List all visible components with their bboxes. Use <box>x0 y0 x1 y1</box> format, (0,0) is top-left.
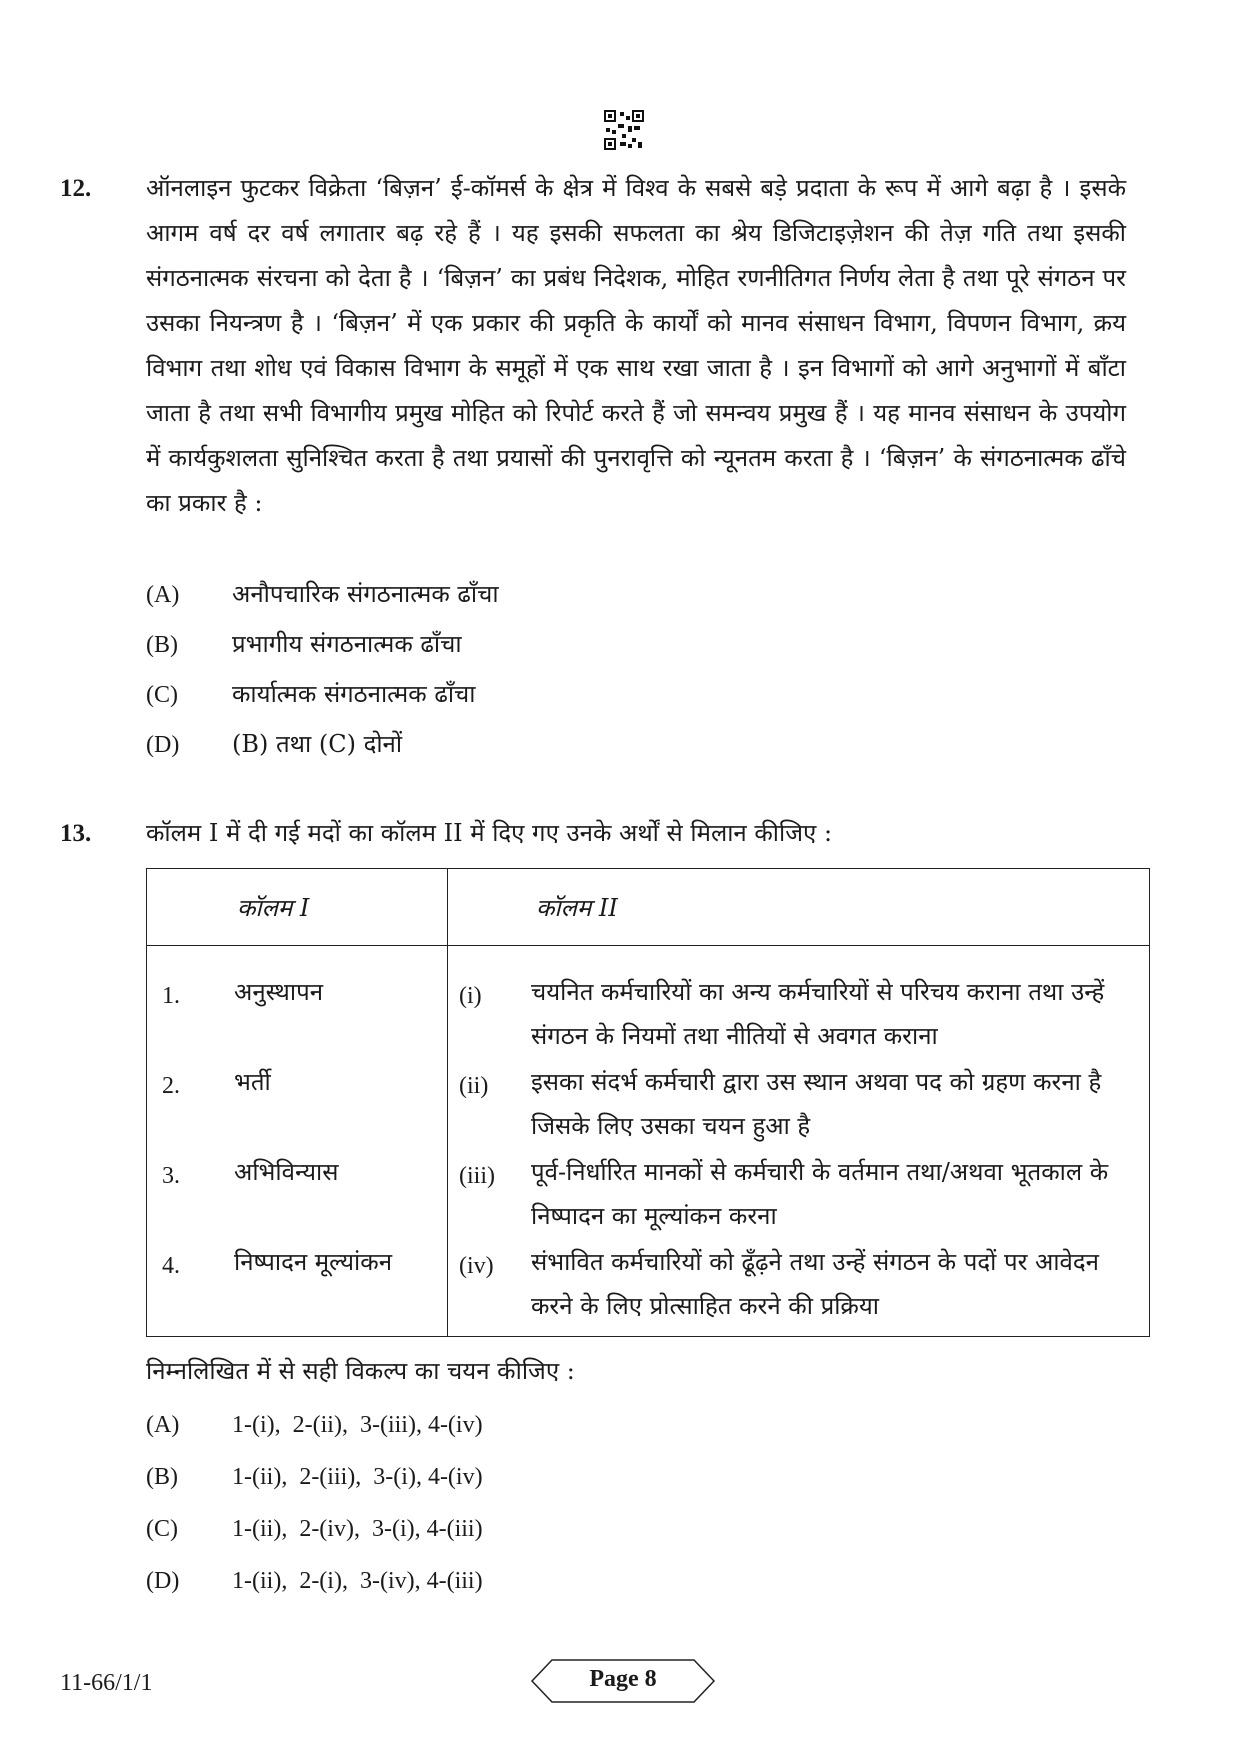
row-number: 1. <box>162 983 180 1009</box>
q12-option-d-text: (B) तथा (C) दोनों <box>232 730 403 758</box>
question-12-number: 12. <box>60 175 92 202</box>
q13-option-d-label: (D) <box>146 1568 180 1594</box>
roman-numeral: (iv) <box>459 1253 494 1279</box>
select-prompt: निम्नलिखित में से सही विकल्प का चयन कीजिए : <box>146 1357 575 1385</box>
matching-table <box>146 868 1150 1337</box>
page-number-badge <box>530 1658 716 1704</box>
q13-option-b-text: 1-(ii), 2-(iii), 3-(i), 4-(iv) <box>232 1464 483 1490</box>
q12-option-c[interactable] <box>146 678 476 711</box>
roman-numeral: (iii) <box>459 1163 495 1189</box>
q13-option-b-label: (B) <box>146 1464 178 1490</box>
q13-option-b[interactable] <box>146 1460 483 1493</box>
table-row <box>147 1059 1150 1149</box>
column-1-header: कॉलम I <box>147 869 448 946</box>
roman-numeral: (ii) <box>459 1073 489 1099</box>
q13-option-a-text: 1-(i), 2-(ii), 3-(iii), 4-(iv) <box>232 1412 483 1438</box>
column-2-meaning: चयनित कर्मचारियों का अन्य कर्मचारियों से परिचय कराना तथा उन्हें संगठन के नियमों तथा नीतियों से अवगत कराना <box>531 978 1105 1050</box>
row-number: 4. <box>162 1253 180 1279</box>
q13-option-a-label: (A) <box>146 1412 180 1438</box>
q13-option-c[interactable] <box>146 1512 483 1545</box>
row-number: 2. <box>162 1073 180 1099</box>
q12-option-d-label: (D) <box>146 732 180 758</box>
q13-option-c-label: (C) <box>146 1516 178 1542</box>
q12-option-a-text: अनौपचारिक संगठनात्मक ढाँचा <box>232 580 499 608</box>
question-13-number: 13. <box>60 820 92 847</box>
column-1-term: भर्ती <box>234 1068 271 1096</box>
column-1-term: अभिविन्यास <box>234 1158 339 1186</box>
q12-option-a[interactable] <box>146 578 499 611</box>
column-2-meaning: इसका संदर्भ कर्मचारी द्वारा उस स्थान अथवा पद को ग्रहण करना है जिसके लिए उसका चयन हुआ है <box>531 1068 1102 1140</box>
q13-option-a[interactable] <box>146 1408 483 1441</box>
table-row <box>147 1149 1150 1239</box>
row-number: 3. <box>162 1163 180 1189</box>
question-12-text: ऑनलाइन फुटकर विक्रेता ‘बिज़न’ ई-कॉमर्स के क्षेत्र में विश्व के सबसे बड़े प्रदाता के रूप में आगे बढ़ा है । इसके आगम वर्ष दर वर्ष लगातार बढ़ रहे हैं । यह इसकी सफलता का श्रेय डिजिटाइज़ेशन की तेज़ गति तथा इसकी संगठनात्मक संरचना को देता है । ‘बिज़न’ का प्रबंध निदेशक, मोहित रणनीतिगत निर्णय लेता है तथा पूरे संगठन पर उसका नियन्त्रण है । ‘बिज़न’ में एक प्रकार की प्रकृति के कार्यों को मानव संसाधन विभाग, विपणन विभाग, क्रय विभाग तथा शोध एवं विकास विभाग के समूहों में एक साथ रखा जाता है । इन विभागों को आगे अनुभागों में बाँटा जाता है तथा सभी विभागीय प्रमुख मोहित को रिपोर्ट करते हैं जो समन्वय प्रमुख हैं । यह मानव संसाधन के उपयोग में कार्यकुशलता सुनिश्चित करता है तथा प्रयासों की पुनरावृत्ति को न्यूनतम करता है । ‘बिज़न’ के संगठनात्मक ढाँचे का प्रकार है : <box>146 174 1126 517</box>
q13-option-d-text: 1-(ii), 2-(i), 3-(iv), 4-(iii) <box>232 1568 483 1594</box>
q12-option-b-text: प्रभागीय संगठनात्मक ढाँचा <box>232 630 462 658</box>
qr-code-icon <box>604 110 644 150</box>
q12-option-b[interactable] <box>146 628 462 661</box>
table-row <box>147 1239 1150 1337</box>
column-2-meaning: संभावित कर्मचारियों को ढूँढ़ने तथा उन्हें संगठन के पदों पर आवेदन करने के लिए प्रोत्साहित करने की प्रक्रिया <box>531 1248 1099 1320</box>
q13-option-c-text: 1-(ii), 2-(iv), 3-(i), 4-(iii) <box>232 1516 483 1542</box>
column-2-meaning: पूर्व-निर्धारित मानकों से कर्मचारी के वर्तमान तथा/अथवा भूतकाल के निष्पादन का मूल्यांकन करना <box>531 1158 1109 1230</box>
column-1-term: निष्पादन मूल्यांकन <box>234 1248 393 1276</box>
page-number: Page 8 <box>589 1666 657 1692</box>
paper-code: 11-66/1/1 <box>60 1670 153 1696</box>
q12-option-b-label: (B) <box>146 632 178 658</box>
q12-option-a-label: (A) <box>146 582 180 608</box>
table-row <box>147 946 1150 1060</box>
column-2-header: कॉलम II <box>448 869 1150 946</box>
q12-option-c-label: (C) <box>146 682 178 708</box>
q12-option-c-text: कार्यात्मक संगठनात्मक ढाँचा <box>232 680 476 708</box>
roman-numeral: (i) <box>459 983 482 1009</box>
question-13-text: कॉलम I में दी गई मदों का कॉलम II में दिए गए उनके अर्थों से मिलान कीजिए : <box>146 819 833 847</box>
q12-option-d[interactable] <box>146 728 402 761</box>
q13-option-d[interactable] <box>146 1564 483 1597</box>
column-1-term: अनुस्थापन <box>234 978 324 1006</box>
